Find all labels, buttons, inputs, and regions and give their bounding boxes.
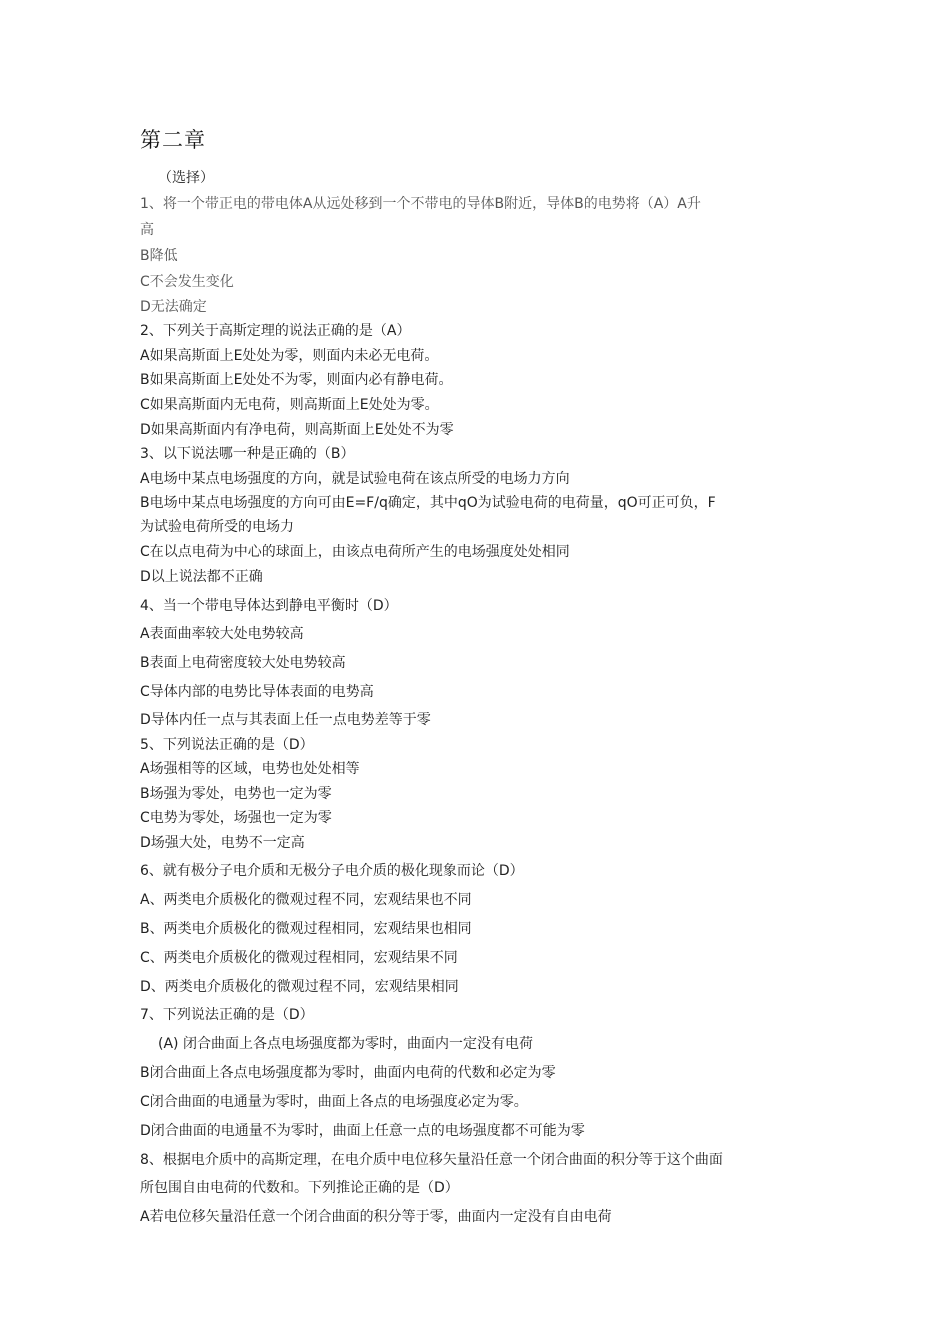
question-5-stem: 5、下列说法正确的是（D） [140, 737, 314, 753]
question-2-option-a: A如果高斯面上E处处为零，则面内未必无电荷。 [140, 348, 439, 364]
question-4-option-d: D导体内任一点与其表面上任一点电势差等于零 [140, 712, 431, 728]
question-6-option-c: C、两类电介质极化的微观过程相同，宏观结果不同 [140, 950, 458, 966]
question-6-stem: 6、就有极分子电介质和无极分子电介质的极化现象而论（D） [140, 863, 524, 879]
question-6-option-d: D、两类电介质极化的微观过程不同，宏观结果相同 [140, 979, 459, 995]
question-2-option-b: B如果高斯面上E处处不为零，则面内必有静电荷。 [140, 372, 453, 388]
question-2-stem: 2、下列关于高斯定理的说法正确的是（A） [140, 323, 411, 339]
question-4-option-b: B表面上电荷密度较大处电势较高 [140, 655, 346, 671]
question-5-option-d: D场强大处，电势不一定高 [140, 835, 305, 851]
question-7-option-b: B闭合曲面上各点电场强度都为零时，曲面内电荷的代数和必定为零 [140, 1065, 556, 1081]
question-6-option-a: A、两类电介质极化的微观过程不同，宏观结果也不同 [140, 892, 472, 908]
question-2-option-c: C如果高斯面内无电荷，则高斯面上E处处为零。 [140, 397, 439, 413]
question-8-stem-line-1: 8、根据电介质中的高斯定理，在电介质中电位移矢量沿任意一个闭合曲面的积分等于这个曲面 [140, 1152, 723, 1168]
question-1-option-b: B降低 [140, 248, 178, 264]
question-7-option-c: C闭合曲面的电通量为零时，曲面上各点的电场强度必定为零。 [140, 1094, 528, 1110]
question-3-stem: 3、以下说法哪一种是正确的（B） [140, 446, 355, 462]
question-3-option-d: D以上说法都不正确 [140, 569, 263, 585]
question-6-option-b: B、两类电介质极化的微观过程相同，宏观结果也相同 [140, 921, 472, 937]
question-4-option-a: A表面曲率较大处电势较高 [140, 626, 304, 642]
question-8-option-a: A若电位移矢量沿任意一个闭合曲面的积分等于零，曲面内一定没有自由电荷 [140, 1209, 612, 1225]
question-5-option-b: B场强为零处，电势也一定为零 [140, 786, 332, 802]
question-1-option-d: D无法确定 [140, 299, 207, 315]
question-5-option-c: C电势为零处，场强也一定为零 [140, 810, 332, 826]
question-1-option-c: C不会发生变化 [140, 274, 234, 290]
question-2-option-d: D如果高斯面内有净电荷，则高斯面上E处处不为零 [140, 422, 454, 438]
question-8-stem-line-2: 所包围自由电荷的代数和。下列推论正确的是（D） [140, 1180, 459, 1196]
section-label: （选择） [158, 170, 214, 186]
question-3-option-c: C在以点电荷为中心的球面上，由该点电荷所产生的电场强度处处相同 [140, 544, 570, 560]
question-4-stem: 4、当一个带电导体达到静电平衡时（D） [140, 598, 398, 614]
question-5-option-a: A场强相等的区域，电势也处处相等 [140, 761, 360, 777]
question-3-option-b-line-2: 为试验电荷所受的电场力 [140, 519, 294, 535]
question-3-option-a: A电场中某点电场强度的方向，就是试验电荷在该点所受的电场力方向 [140, 471, 570, 487]
question-1-line-2: 高 [140, 222, 154, 238]
chapter-title: 第二章 [140, 128, 206, 152]
question-7-stem: 7、下列说法正确的是（D） [140, 1007, 314, 1023]
question-3-option-b-line-1: B电场中某点电场强度的方向可由E=F/q确定，其中qO为试验电荷的电荷量，qO可正可负，F [140, 495, 716, 511]
question-7-option-a: (A) 闭合曲面上各点电场强度都为零时，曲面内一定没有电荷 [158, 1036, 533, 1052]
question-7-option-d: D闭合曲面的电通量不为零时，曲面上任意一点的电场强度都不可能为零 [140, 1123, 585, 1139]
question-4-option-c: C导体内部的电势比导体表面的电势高 [140, 684, 374, 700]
question-1-line-1: 1、将一个带正电的带电体A从远处移到一个不带电的导体B附近，导体B的电势将（A）A升 [140, 196, 701, 212]
